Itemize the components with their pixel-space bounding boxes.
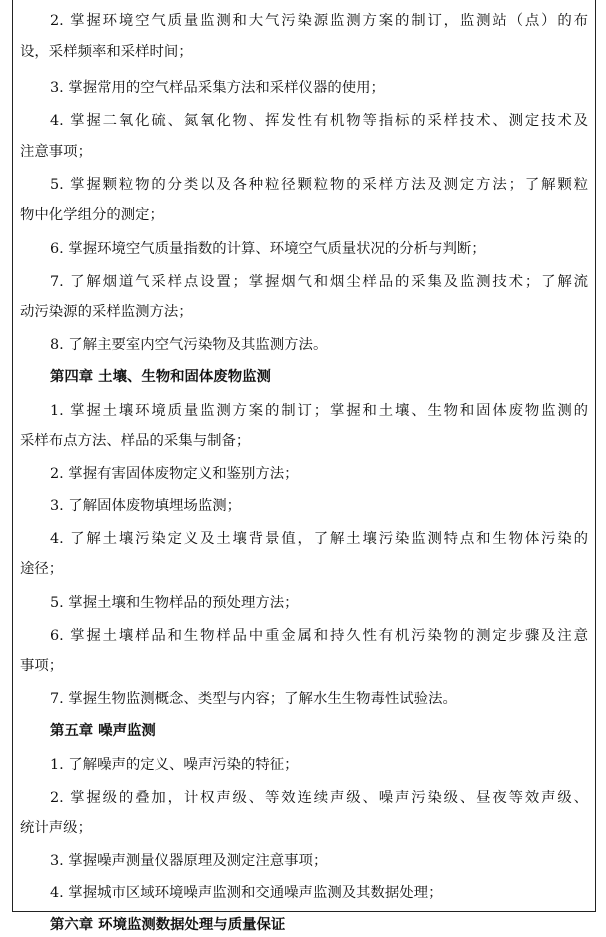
list-item: 2. 掌握级的叠加，计权声级、等效连续声级、噪声污染级、昼夜等效声级、 xyxy=(50,790,588,806)
list-item: 1. 了解噪声的定义、噪声污染的特征； xyxy=(50,757,299,773)
list-item-continuation: 统计声级； xyxy=(20,820,92,836)
list-item: 2. 掌握有害固体废物定义和鉴别方法； xyxy=(50,466,299,482)
list-item: 3. 了解固体废物填埋场监测； xyxy=(50,498,241,514)
list-item-continuation: 途径； xyxy=(20,561,64,577)
list-item-continuation: 采样布点方法、样品的采集与制备； xyxy=(20,433,251,449)
list-item: 4. 掌握城市区域环境噪声监测和交通噪声监测及其数据处理； xyxy=(50,885,443,901)
list-item: 1. 掌握土壤环境质量监测方案的制订；掌握和土壤、生物和固体废物监测的 xyxy=(50,403,588,419)
list-item-continuation: 事项； xyxy=(20,658,64,674)
chapter-heading: 第四章 土壤、生物和固体废物监测 xyxy=(50,368,271,385)
list-item-continuation: 动污染源的采样监测方法； xyxy=(20,304,193,320)
list-item-continuation: 注意事项； xyxy=(20,144,92,160)
list-item: 7. 了解烟道气采样点设置；掌握烟气和烟尘样品的采集及监测技术；了解流 xyxy=(50,274,588,290)
list-item-continuation: 物中化学组分的测定； xyxy=(20,207,164,223)
chapter-heading: 第六章 环境监测数据处理与质量保证 xyxy=(50,916,286,933)
list-item: 7. 掌握生物监测概念、类型与内容；了解水生生物毒性试验法。 xyxy=(50,691,457,707)
list-item: 6. 掌握环境空气质量指数的计算、环境空气质量状况的分析与判断； xyxy=(50,241,486,257)
list-item: 2. 掌握环境空气质量监测和大气污染源监测方案的制订，监测站（点）的布 xyxy=(50,13,588,29)
list-item: 8. 了解主要室内空气污染物及其监测方法。 xyxy=(50,337,328,353)
list-item: 3. 掌握常用的空气样品采集方法和采样仪器的使用； xyxy=(50,80,385,96)
chapter-heading: 第五章 噪声监测 xyxy=(50,722,156,739)
list-item: 5. 掌握颗粒物的分类以及各种粒径颗粒物的采样方法及测定方法；了解颗粒 xyxy=(50,177,588,193)
list-item: 4. 掌握二氧化硫、氮氧化物、挥发性有机物等指标的采样技术、测定技术及 xyxy=(50,113,588,129)
list-item: 3. 掌握噪声测量仪器原理及测定注意事项； xyxy=(50,853,328,869)
list-item: 6. 掌握土壤样品和生物样品中重金属和持久性有机污染物的测定步骤及注意 xyxy=(50,628,588,644)
list-item-continuation: 设，采样频率和采样时间； xyxy=(20,44,193,60)
list-item: 4. 了解土壤污染定义及土壤背景值，了解土壤污染监测特点和生物体污染的 xyxy=(50,531,588,547)
list-item: 5. 掌握土壤和生物样品的预处理方法； xyxy=(50,595,299,611)
